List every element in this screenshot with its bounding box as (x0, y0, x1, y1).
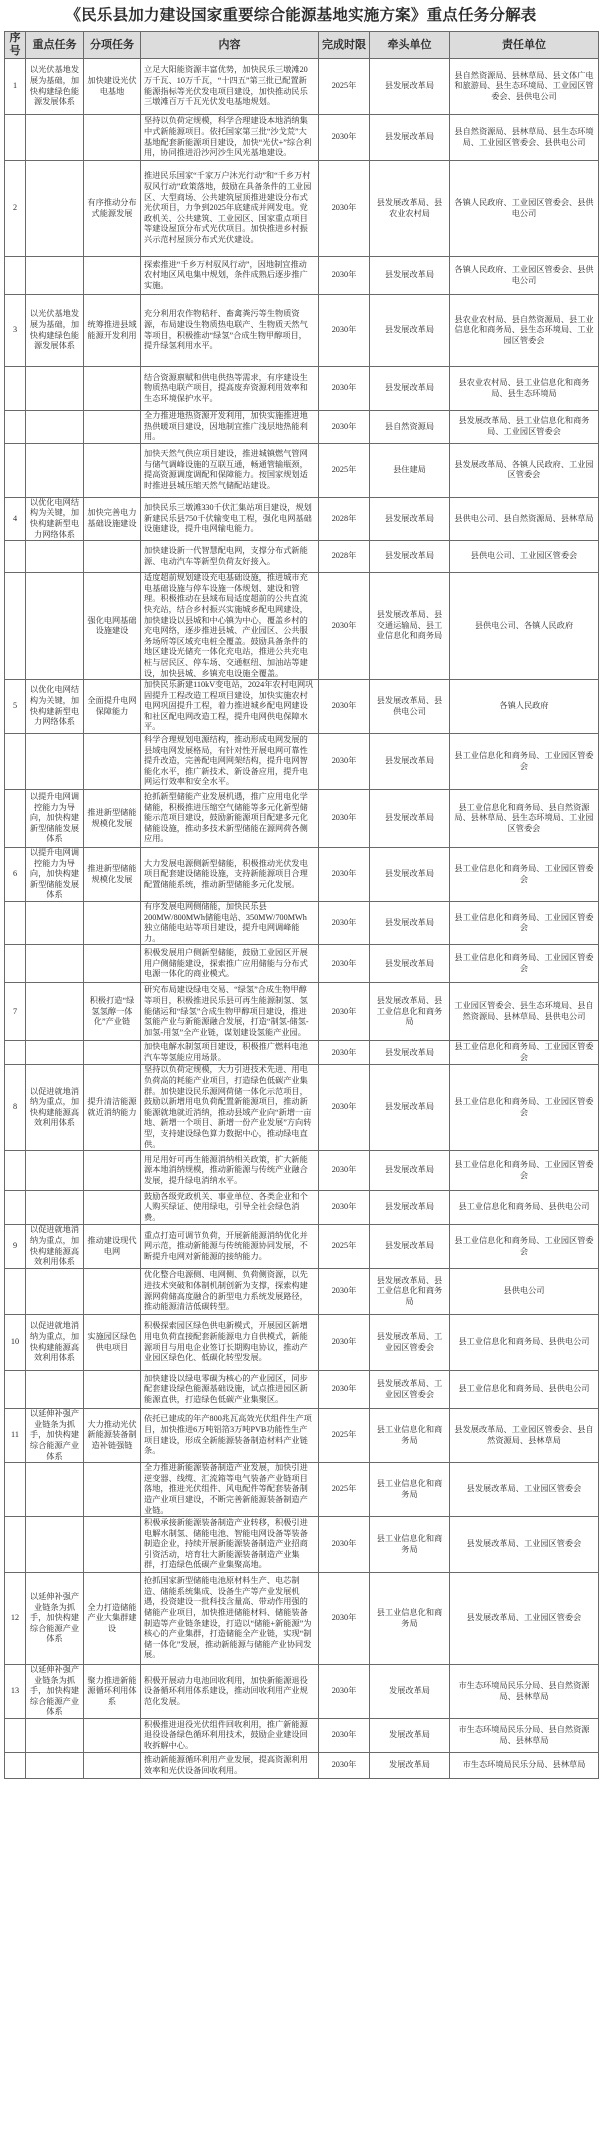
table-row (5, 1753, 599, 1779)
row-sub-task (84, 1041, 141, 1065)
row-responsible-unit: 县工业信息化和商务局、县自然资源局、县林草局、县生态环境局、工业园区管委会 (450, 790, 599, 848)
table-row (5, 411, 599, 444)
table-row (5, 1517, 599, 1573)
row-responsible-unit: 县工业信息化和商务局、县供电公司 (450, 1371, 599, 1409)
row-lead-unit: 县发展改革局 (370, 1191, 450, 1225)
row-sub-task: 加快完善电力基础设施建设 (84, 497, 141, 540)
row-deadline: 2030年 (319, 573, 370, 680)
row-sub-task (84, 257, 141, 295)
row-lead-unit: 县发展改革局 (370, 1041, 450, 1065)
row-key-task: 以光伏基地发展为基础，加快构建绿色能源发展体系 (26, 295, 84, 367)
row-content: 探索推进“千乡万村驭风行动”，因地制宜推动农村地区风电集中规划，条件成熟后逐步推广实施。 (141, 257, 319, 295)
row-key-task (26, 945, 84, 983)
row-lead-unit: 县发展改革局、县交通运输局、县工业信息化和商务局 (370, 573, 450, 680)
row-content: 推进民乐国家“千家万户沐光行动”和“千乡万村驭风行动”政策落地，鼓励在具备条件的工业园区、大型商场、公共建筑屋顶推进建设分布式光伏项目，力争到2025年底建成并网发电。党政机关、公共建筑、工业园区、国家重点项目等建设屋顶分布式光伏项目。加快推进乡村振兴示范村屋顶分布式光伏建设。 (141, 161, 319, 257)
row-seq: 4 (5, 497, 26, 540)
row-sub-task (84, 945, 141, 983)
row-lead-unit: 县发展改革局 (370, 115, 450, 161)
row-sub-task (84, 1151, 141, 1191)
row-key-task (26, 1517, 84, 1573)
row-responsible-unit: 县工业信息化和商务局、工业园区管委会 (450, 902, 599, 945)
row-responsible-unit: 县工业信息化和商务局、工业园区管委会 (450, 1041, 599, 1065)
row-deadline: 2030年 (319, 848, 370, 902)
row-sub-task: 提升清洁能源就近消纳能力 (84, 1065, 141, 1151)
table-row (5, 541, 599, 573)
row-seq: 3 (5, 295, 26, 367)
table-row (5, 1665, 599, 1719)
row-lead-unit: 县工业信息化和商务局 (370, 1409, 450, 1463)
row-sub-task: 加快建设光伏电基地 (84, 59, 141, 115)
row-key-task (26, 1041, 84, 1065)
row-content: 加快建设新一代智慧配电网，支撑分布式新能源、电动汽车等新型负荷友好接入。 (141, 541, 319, 573)
row-responsible-unit: 工业园区管委会、县生态环境局、县自然资源局、县林草局、县供电公司 (450, 983, 599, 1041)
row-content: 积极开展动力电池回收利用，加快新能源退役设备循环利用体系建设，推动回收利用产业规范化发展。 (141, 1665, 319, 1719)
header-seq: 序号 (5, 32, 26, 59)
row-sub-task (84, 1517, 141, 1573)
row-responsible-unit: 县发展改革局、工业园区管委会、县自然资源局、县林草局 (450, 1409, 599, 1463)
row-content: 适度超前规划建设充电基础设施，推进城市充电基础设施与停车设施一体规划、建设和管理。积极推动在县域布局适度超前的公共直流快充站，结合乡村振兴实施城乡配电网建设，加快建设以县城和中心镇为中心，覆盖乡村的充电网络，逐步推进县城、产业园区、公共服务场所等区域充电桩全覆盖。鼓励具备条件的地区建设光储充一体化充电站，推进公共充电桩与居民区、停车场、交通枢纽、加油站等建设，加快县城、乡镇充电设施全覆盖。 (141, 573, 319, 680)
row-lead-unit: 县发展改革局、县供电公司 (370, 680, 450, 734)
row-lead-unit: 县发展改革局 (370, 848, 450, 902)
row-key-task (26, 161, 84, 257)
row-content: 积极探索园区绿色供电新模式，开展园区新增用电负荷直接配套新能源电力自供模式，新能源项目与用电企业签订长期购电协议，推动产业园区绿色化、低碳化转型发展。 (141, 1315, 319, 1371)
row-seq (5, 1371, 26, 1409)
row-deadline: 2030年 (319, 1753, 370, 1779)
row-lead-unit: 县发展改革局 (370, 1151, 450, 1191)
row-sub-task: 全力打造储能产业大集群建设 (84, 1573, 141, 1665)
header-sub-task: 分项任务 (84, 32, 141, 59)
table-row (5, 1719, 599, 1753)
document-title: 《民乐县加力建设国家重要综合能源基地实施方案》重点任务分解表 (65, 7, 537, 24)
row-deadline: 2030年 (319, 945, 370, 983)
row-content: 鼓励各级党政机关、事业单位、各类企业和个人购买绿证、使用绿电，引导全社会绿色消费。 (141, 1191, 319, 1225)
row-lead-unit: 县发展改革局、县工业信息化和商务局 (370, 983, 450, 1041)
row-sub-task: 推进新型储能规模化发展 (84, 848, 141, 902)
row-content: 加快电解水制氢项目建设，积极推广燃料电池汽车等氢能应用场景。 (141, 1041, 319, 1065)
row-seq: 1 (5, 59, 26, 115)
row-responsible-unit: 县发展改革局、工业园区管委会 (450, 1517, 599, 1573)
table-body (5, 59, 599, 1779)
row-seq: 6 (5, 848, 26, 902)
row-seq: 2 (5, 161, 26, 257)
row-deadline: 2030年 (319, 1065, 370, 1151)
row-seq: 8 (5, 1065, 26, 1151)
row-lead-unit: 县发展改革局、工业园区管委会 (370, 1371, 450, 1409)
row-seq (5, 367, 26, 411)
table-row (5, 367, 599, 411)
table-row (5, 945, 599, 983)
row-seq (5, 790, 26, 848)
row-content: 坚持以负荷定规模，科学合理建设本地消纳集中式新能源项目。依托国家第三批“沙戈荒”大基地配套新能源项目建设，加快“光伏+”综合利用，协同推进沿沙河沙生风光基地建设。 (141, 115, 319, 161)
table-row (5, 790, 599, 848)
row-sub-task (84, 1753, 141, 1779)
table-row (5, 295, 599, 367)
row-deadline: 2025年 (319, 443, 370, 497)
row-key-task: 以优化电网结构为关键，加快构建新型电力网络体系 (26, 680, 84, 734)
row-responsible-unit: 县工业信息化和商务局、工业园区管委会 (450, 1151, 599, 1191)
row-deadline: 2030年 (319, 902, 370, 945)
table-row (5, 1371, 599, 1409)
row-content: 积极承接新能源装备制造产业转移，积极引进电解水制氢、储能电池、智能电网设备等装备制造企业，持续开展新能源装备制造产业招商引资活动，培育壮大新能源装备制造产业集群，打造绿色低碳产业集聚高地。 (141, 1517, 319, 1573)
row-lead-unit: 县发展改革局 (370, 367, 450, 411)
row-lead-unit: 县发展改革局 (370, 257, 450, 295)
row-sub-task: 全面提升电网保障能力 (84, 680, 141, 734)
table-row (5, 257, 599, 295)
row-key-task: 以提升电网调控能力为导向，加快构建新型储能发展体系 (26, 848, 84, 902)
row-seq (5, 1463, 26, 1517)
row-seq (5, 257, 26, 295)
row-lead-unit: 发展改革局 (370, 1665, 450, 1719)
row-responsible-unit: 县自然资源局、县林草局、县生态环境局、工业园区管委会、县供电公司 (450, 115, 599, 161)
row-deadline: 2030年 (319, 1315, 370, 1371)
row-sub-task: 大力推动光伏新能源装备制造补链强链 (84, 1409, 141, 1463)
row-content: 加快建设以绿电零碳为核心的产业园区，同步配套建设绿色能源基础设施，试点推进园区新能源直供，打造绿色低碳产业集聚区。 (141, 1371, 319, 1409)
row-lead-unit: 县工业信息化和商务局 (370, 1517, 450, 1573)
table-row (5, 1065, 599, 1151)
row-key-task (26, 983, 84, 1041)
row-seq: 10 (5, 1315, 26, 1371)
row-sub-task (84, 411, 141, 444)
row-lead-unit: 县发展改革局 (370, 945, 450, 983)
row-lead-unit: 县发展改革局 (370, 790, 450, 848)
table-header-row (5, 32, 599, 59)
table-row (5, 902, 599, 945)
header-lead-unit: 牵头单位 (370, 32, 450, 59)
row-lead-unit: 县发展改革局、工业园区管委会 (370, 1315, 450, 1371)
row-responsible-unit: 市生态环境局民乐分局、县自然资源局、县林草局 (450, 1719, 599, 1753)
row-deadline: 2025年 (319, 59, 370, 115)
header-key-task: 重点任务 (26, 32, 84, 59)
row-responsible-unit: 县供电公司 (450, 1269, 599, 1315)
table-row (5, 1041, 599, 1065)
row-responsible-unit: 县工业信息化和商务局、县供电公司 (450, 1315, 599, 1371)
row-sub-task (84, 1463, 141, 1517)
row-content: 积极发展用户侧新型储能，鼓励工业园区开展用户侧储能建设，探索推广应用储能与分布式电源一体化的商业模式。 (141, 945, 319, 983)
row-lead-unit: 发展改革局 (370, 1753, 450, 1779)
row-responsible-unit: 各镇人民政府、工业园区管委会、县供电公司 (450, 257, 599, 295)
row-content: 积极推进退役光伏组件回收利用，推广新能源退役设备绿色循环利用技术，鼓励企业建设回收拆解中心。 (141, 1719, 319, 1753)
row-deadline: 2030年 (319, 1151, 370, 1191)
row-responsible-unit: 市生态环境局民乐分局、县自然资源局、县林草局 (450, 1665, 599, 1719)
table-row (5, 983, 599, 1041)
row-deadline: 2025年 (319, 1463, 370, 1517)
row-sub-task: 统筹推进县域能源开发利用 (84, 295, 141, 367)
row-responsible-unit: 市生态环境局民乐分局、县林草局 (450, 1753, 599, 1779)
row-deadline: 2030年 (319, 1371, 370, 1409)
row-lead-unit: 县发展改革局 (370, 734, 450, 790)
row-key-task (26, 1191, 84, 1225)
table-row (5, 115, 599, 161)
row-sub-task (84, 115, 141, 161)
row-lead-unit: 县发展改革局 (370, 1065, 450, 1151)
row-responsible-unit: 县供电公司、县自然资源局、县林草局 (450, 497, 599, 540)
row-sub-task (84, 1719, 141, 1753)
row-lead-unit: 县发展改革局 (370, 902, 450, 945)
table-row (5, 161, 599, 257)
row-content: 全力推进地热资源开发利用，加快实施推进地热供暖项目建设，因地制宜推广浅层地热能利用。 (141, 411, 319, 444)
row-key-task (26, 1151, 84, 1191)
row-responsible-unit: 县工业信息化和商务局、工业园区管委会 (450, 1065, 599, 1151)
table-row (5, 1463, 599, 1517)
row-deadline: 2030年 (319, 115, 370, 161)
table-row (5, 573, 599, 680)
row-sub-task: 推进新型储能规模化发展 (84, 790, 141, 848)
row-deadline: 2030年 (319, 680, 370, 734)
row-seq (5, 945, 26, 983)
row-lead-unit: 县发展改革局 (370, 1225, 450, 1269)
row-deadline: 2030年 (319, 1719, 370, 1753)
row-sub-task: 积极打造“绿氢氢醇一体化”产业链 (84, 983, 141, 1041)
row-responsible-unit: 县发展改革局、工业园区管委会 (450, 1573, 599, 1665)
task-breakdown-table (4, 31, 599, 1779)
row-content: 立足大阳能资源丰富优势，加快民乐三墩滩20万千瓦、10万千瓦，“十四五”第三批已配置新能源指标等光伏发电项目建设，加快推动民乐三墩滩百万千瓦光伏发电基地规划。 (141, 59, 319, 115)
row-sub-task (84, 1191, 141, 1225)
row-content: 坚持以负荷定规模，大力引进技术先进、用电负荷高的耗能产业项目，打造绿色低碳产业集群。加快建设民乐源网荷储一体化示范项目，鼓励以新增用电负荷配置新能源项目，推动新能源就地就近消纳，推动县域产业向“新增一亩地、新增一个项目、新增一份产业发展”方向转型，支持建设绿色算力数据中心，推动绿电直供。 (141, 1065, 319, 1151)
row-deadline: 2030年 (319, 1041, 370, 1065)
row-sub-task: 推动建设现代电网 (84, 1225, 141, 1269)
row-key-task (26, 902, 84, 945)
row-seq (5, 573, 26, 680)
row-deadline: 2030年 (319, 1191, 370, 1225)
row-responsible-unit: 县发展改革局、各镇人民政府、工业园区管委会 (450, 443, 599, 497)
row-lead-unit: 县发展改革局 (370, 541, 450, 573)
row-seq (5, 1753, 26, 1779)
row-lead-unit: 县发展改革局 (370, 59, 450, 115)
row-sub-task (84, 443, 141, 497)
table-row (5, 1269, 599, 1315)
row-responsible-unit: 县供电公司、各镇人民政府 (450, 573, 599, 680)
row-sub-task: 有序推动分布式能源发展 (84, 161, 141, 257)
row-sub-task (84, 1371, 141, 1409)
row-seq: 13 (5, 1665, 26, 1719)
table-row (5, 1409, 599, 1463)
row-lead-unit: 发展改革局 (370, 1719, 450, 1753)
row-key-task (26, 1719, 84, 1753)
row-key-task (26, 411, 84, 444)
row-seq (5, 541, 26, 573)
header-responsible-unit: 责任单位 (450, 32, 599, 59)
row-sub-task (84, 1269, 141, 1315)
row-deadline: 2030年 (319, 790, 370, 848)
row-seq: 11 (5, 1409, 26, 1463)
row-key-task (26, 115, 84, 161)
row-responsible-unit: 县农业农村局、县自然资源局、县工业信息化和商务局、县生态环境局、工业园区管委会 (450, 295, 599, 367)
row-lead-unit: 县住建局 (370, 443, 450, 497)
row-responsible-unit: 县农业农村局、县工业信息化和商务局、县生态环境局 (450, 367, 599, 411)
row-seq (5, 1151, 26, 1191)
row-content: 结合资源禀赋和供电供热等需求，有序建设生物质热电联产项目，提高废弃资源利用效率和生态环境保护水平。 (141, 367, 319, 411)
row-seq: 9 (5, 1225, 26, 1269)
row-key-task (26, 541, 84, 573)
row-key-task (26, 573, 84, 680)
row-deadline: 2030年 (319, 161, 370, 257)
row-key-task: 以延伸补强产业链条为抓手，加快构建综合能源产业体系 (26, 1409, 84, 1463)
row-key-task: 以延伸补强产业链条为抓手，加快构建综合能源产业体系 (26, 1665, 84, 1719)
row-key-task: 以提升电网调控能力为导向，加快构建新型储能发展体系 (26, 790, 84, 848)
row-key-task: 以促进就地消纳为重点，加快构建能源高效利用体系 (26, 1225, 84, 1269)
row-sub-task (84, 734, 141, 790)
table-row (5, 1573, 599, 1665)
row-key-task: 以促进就地消纳为重点，加快构建能源高效利用体系 (26, 1315, 84, 1371)
row-responsible-unit: 县发展改革局、县工业信息化和商务局、工业园区管委会 (450, 411, 599, 444)
row-lead-unit: 县发展改革局、县农业农村局 (370, 161, 450, 257)
row-responsible-unit: 县工业信息化和商务局、工业园区管委会 (450, 945, 599, 983)
table-row (5, 1191, 599, 1225)
row-key-task (26, 443, 84, 497)
table-row (5, 680, 599, 734)
row-deadline: 2030年 (319, 1269, 370, 1315)
row-responsible-unit: 各镇人民政府、工业园区管委会、县供电公司 (450, 161, 599, 257)
row-seq (5, 1191, 26, 1225)
row-key-task: 以光伏基地发展为基础，加快构建绿色能源发展体系 (26, 59, 84, 115)
row-lead-unit: 县发展改革局、县工业信息化和商务局 (370, 1269, 450, 1315)
row-key-task: 以延伸补强产业链条为抓手，加快构建综合能源产业体系 (26, 1573, 84, 1665)
table-row (5, 443, 599, 497)
row-lead-unit: 县发展改革局 (370, 295, 450, 367)
row-responsible-unit: 县发展改革局、工业园区管委会 (450, 1463, 599, 1517)
row-content: 大力发展电源侧新型储能，积极推动光伏发电项目配套建设储能设施，支持新能源项目合理配置储能系统，推动新型储能多元化发展。 (141, 848, 319, 902)
row-seq (5, 902, 26, 945)
row-sub-task (84, 367, 141, 411)
table-row (5, 1225, 599, 1269)
table-row (5, 497, 599, 540)
table-row (5, 59, 599, 115)
row-seq: 12 (5, 1573, 26, 1665)
header-content: 内容 (141, 32, 319, 59)
row-seq: 7 (5, 983, 26, 1041)
row-responsible-unit: 县供电公司、工业园区管委会 (450, 541, 599, 573)
row-seq (5, 1719, 26, 1753)
row-content: 重点打造可调节负荷，开展新能源消纳优化并网示范，推动新能源与传统能源协同发展，不断提升电网对新能源的接纳能力。 (141, 1225, 319, 1269)
row-content: 加快民乐新建110kV变电站，2024年农村电网巩固提升工程改造工程项目建设，加快实施农村电网巩固提升工程，着力推进城乡配电网建设和社区配电网改造工程，提升电网供电保障水平。 (141, 680, 319, 734)
row-deadline: 2025年 (319, 1225, 370, 1269)
row-key-task (26, 1371, 84, 1409)
row-sub-task: 实施园区绿色供电项目 (84, 1315, 141, 1371)
row-lead-unit: 县自然资源局 (370, 411, 450, 444)
row-content: 全力推进新能源装备制造产业发展，加快引进逆变器、线缆、汇流箱等电气装备产业链项目落地，推进光伏组件、风电配件等配套装备制造产业项目建设，不断完善新能源装备制造产业链。 (141, 1463, 319, 1517)
row-content: 加快天然气供应项目建设，推进城镇燃气管网与储气调峰设施的互联互通，畅通管输瓶颈，提高资源调度调配和保障能力。按国家规划适时推进县城压缩天然气储配站建设。 (141, 443, 319, 497)
row-lead-unit: 县工业信息化和商务局 (370, 1463, 450, 1517)
row-deadline: 2030年 (319, 1665, 370, 1719)
row-responsible-unit: 各镇人民政府 (450, 680, 599, 734)
row-content: 有序发展电网侧储能，加快民乐县200MW/800MWh储能电站、350MW/700MWh独立储能电站等项目建设，提升电网调峰能力。 (141, 902, 319, 945)
row-content: 充分利用农作物秸秆、畜禽粪污等生物质资源，布局建设生物质热电联产、生物质天然气等项目，积极推动“绿氢”合成生物甲醇项目，提升绿氢利用水平。 (141, 295, 319, 367)
row-content: 加快民乐三墩滩330千伏汇集站项目建设，规划新建民乐县750千伏输变电工程，强化电网基础设施建设，提升电网输电能力。 (141, 497, 319, 540)
row-deadline: 2025年 (319, 1409, 370, 1463)
row-key-task (26, 1463, 84, 1517)
row-deadline: 2030年 (319, 367, 370, 411)
row-seq (5, 1269, 26, 1315)
row-seq (5, 411, 26, 444)
row-key-task (26, 1269, 84, 1315)
row-content: 抢抓新型储能产业发展机遇，推广应用电化学储能，积极推进压缩空气储能等多元化新型储能示范项目建设，鼓励新能源项目配建多元化储能设施，推动多技术新型储能在源网荷各侧应用。 (141, 790, 319, 848)
row-responsible-unit: 县工业信息化和商务局、县供电公司 (450, 1191, 599, 1225)
row-lead-unit: 县发展改革局 (370, 497, 450, 540)
row-content: 用足用好可再生能源消纳相关政策，扩大新能源本地消纳规模，推动新能源与传统产业融合发展，提升绿电消纳水平。 (141, 1151, 319, 1191)
row-sub-task (84, 902, 141, 945)
row-key-task (26, 1753, 84, 1779)
row-seq (5, 115, 26, 161)
row-sub-task: 聚力推进新能源循环利用体系 (84, 1665, 141, 1719)
row-content: 优化整合电源侧、电网侧、负荷侧资源，以先进技术突破和体制机制创新为支撑，探索构建源网荷储高度融合的新型电力系统发展路径，推动能源清洁低碳转型。 (141, 1269, 319, 1315)
row-deadline: 2030年 (319, 257, 370, 295)
row-seq (5, 1041, 26, 1065)
row-lead-unit: 县工业信息化和商务局 (370, 1573, 450, 1665)
row-deadline: 2028年 (319, 497, 370, 540)
row-responsible-unit: 县工业信息化和商务局、工业园区管委会 (450, 1225, 599, 1269)
row-seq (5, 1517, 26, 1573)
row-deadline: 2030年 (319, 295, 370, 367)
row-responsible-unit: 县工业信息化和商务局、工业园区管委会 (450, 848, 599, 902)
row-key-task (26, 367, 84, 411)
table-row (5, 848, 599, 902)
row-content: 推动新能源循环利用产业发展，提高资源利用效率和光伏设备回收利用。 (141, 1753, 319, 1779)
row-deadline: 2030年 (319, 1517, 370, 1573)
row-sub-task: 强化电网基础设施建设 (84, 573, 141, 680)
table-row (5, 734, 599, 790)
row-content: 科学合理规划电源结构，推动形成电网发展的县域电网发展格局，有针对性开展电网可靠性提升改造，完善配电网网架结构，提升电网智能化水平，推广新技术、新设备应用，提升电网运行效率和安全水平。 (141, 734, 319, 790)
row-seq (5, 734, 26, 790)
row-seq (5, 443, 26, 497)
table-row (5, 1315, 599, 1371)
row-sub-task (84, 541, 141, 573)
row-content: 抢抓国家新型储能电池原材料生产、电芯制造、储能系统集成、设备生产等产业发展机遇，投资建设一批科技含量高、带动作用强的储能产业项目，加快推进储能材料、储能装备制造等产业链条建设，打造以“储能+新能源”为核心的产业集群，打造储能全产业链，实现“制储一体化”发展，推动新能源与储能产业协同发展。 (141, 1573, 319, 1665)
row-deadline: 2030年 (319, 983, 370, 1041)
row-seq: 5 (5, 680, 26, 734)
row-responsible-unit: 县自然资源局、县林草局、县文体广电和旅游局、县生态环境局、工业园区管委会、县供电公司 (450, 59, 599, 115)
row-responsible-unit: 县工业信息化和商务局、工业园区管委会 (450, 734, 599, 790)
row-key-task (26, 257, 84, 295)
row-deadline: 2028年 (319, 541, 370, 573)
row-key-task (26, 734, 84, 790)
row-deadline: 2030年 (319, 411, 370, 444)
row-content: 依托已建成的年产800兆瓦高效光伏组件生产项目，加快推进6万吨铝箔3万吨PVB功能性生产项目建设，形成全新能源装备制造材料产业链条。 (141, 1409, 319, 1463)
row-deadline: 2030年 (319, 1573, 370, 1665)
row-deadline: 2030年 (319, 734, 370, 790)
header-deadline: 完成时限 (319, 32, 370, 59)
row-key-task: 以优化电网结构为关键，加快构建新型电力网络体系 (26, 497, 84, 540)
row-content: 研究布局建设绿电交易、“绿氢”合成生物甲醇等项目，积极推进民乐县可再生能源制氢、氢能储运和“绿氢”合成生物甲醇项目建设，推进氢能产业与新能源融合发展，打造“制氢-储氢-加氢-用氢”全产业链，谋划建设氢能产业园。 (141, 983, 319, 1041)
table-row (5, 1151, 599, 1191)
row-key-task: 以促进就地消纳为重点，加快构建能源高效利用体系 (26, 1065, 84, 1151)
